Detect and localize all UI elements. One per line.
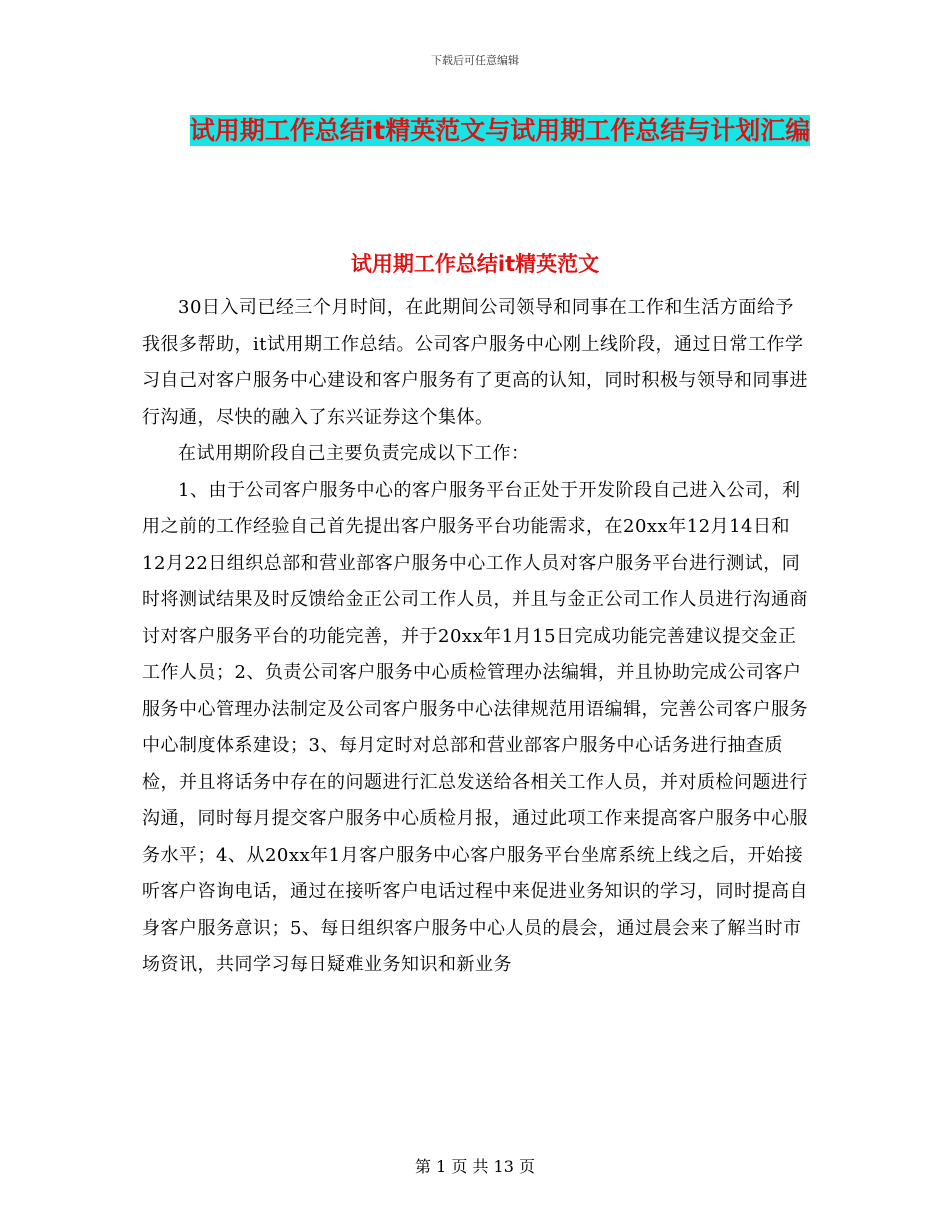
paragraph-2: 在试用期阶段自己主要负责完成以下工作：	[178, 443, 530, 464]
header-note: 下载后可任意编辑	[431, 54, 519, 67]
paragraph-1: 30日入司已经三个月时间，在此期间公司领导和同事在工作和生活方面给予我很多帮助，it试用期工作总结。公司客户服务中心刚上线阶段，通过日常工作学习自己对客户服务中心建设和客户服务有了更高的认知，同时积极与领导和同事进行沟通，尽快的融入了东兴证券这个集体。	[142, 297, 808, 428]
paragraph-3: 1、由于公司客户服务中心的客户服务平台正处于开发阶段自己进入公司，利用之前的工作经验自己首先提出客户服务平台功能需求，在20xx年12月14日和12月22日组织总部和营业部客户服务中心工作人员对客户服务平台进行测试，同时将测试结果及时反馈给金正公司工作人员，并且与金正公司工作人员进行沟通商讨对客户服务平台的功能完善，并于20xx年1月15日完成功能完善建议提交金正工作人员；2、负责公司客户服务中心质检管理办法编辑，并且协助完成公司客户服务中心管理办法制定及公司客户服务中心法律规范用语编辑，完善公司客户服务中心制度体系建设；3、每月定时对总部和营业部客户服务中心话务进行抽查质检，并且将话务中存在的问题进行汇总发送给各相关工作人员，并对质检问题进行沟通，同时每月提交客户服务中心质检月报，通过此项工作来提高客户服务中心服务水平；4、从20xx年1月客户服务中心客户服务平台坐席系统上线之后，开始接听客户咨询电话，通过在接听客户电话过程中来促进业务知识的学习，同时提高自身客户服务意识；5、每日组织客户服务中心人员的晨会，通过晨会来了解当时市场资讯，共同学习每日疑难业务知识和新业务	[142, 479, 808, 975]
section-title: 试用期工作总结it精英范文	[350, 252, 600, 276]
page-number-footer: 第 1 页 共 13 页	[415, 1157, 535, 1176]
document-title	[150, 110, 850, 152]
document-title-text: 试用期工作总结it精英范文与试用期工作总结与计划汇编	[189, 116, 811, 145]
body-text	[142, 290, 810, 984]
